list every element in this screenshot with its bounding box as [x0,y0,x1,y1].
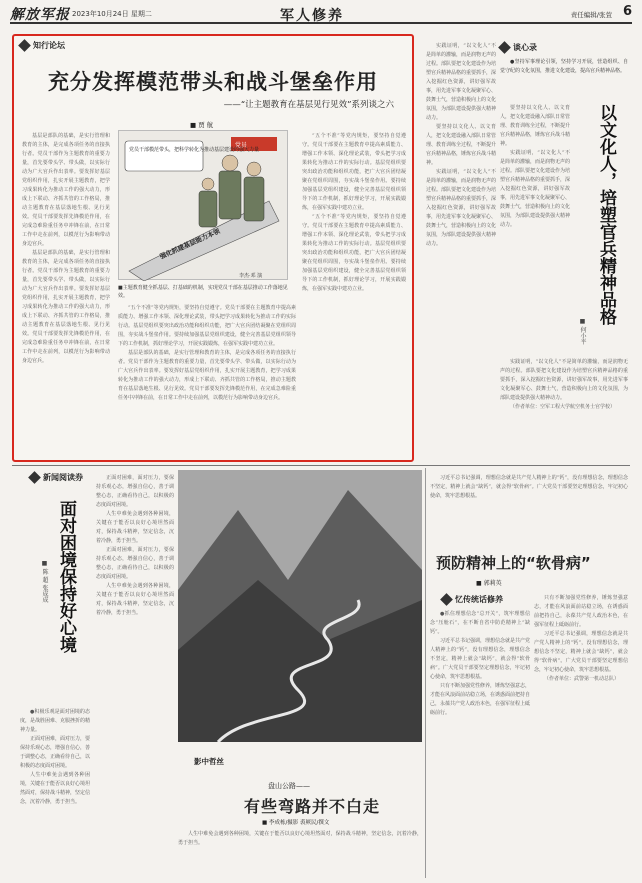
diamond-icon [28,471,41,484]
article-paragraph: 人生中难免会遇到各种困境，关键在于能否以良好心境坦然面对，保持战斗精神，坚定信念，沉着冷静，勇于担当。 [178,831,422,846]
lower-left-text-1 [20,708,90,864]
editor-credit: 责任编辑/张萱 [570,11,612,19]
article-paragraph: “五个不准”等党内规矩，要坚持自觉遵守。党员干部要在主题教育中提高素质能力、增强工作本领、深化理论武装，带头把学习成果转化为推动工作的实际行动。基层党组织要突出政治功能和组织功能，把广大官兵团结凝聚在党组织周围，夯实战斗堡垒作用。要持续加强基层党组织建设，健全完善基层党组织领导下的工作机制，抓好理论学习，开展实践锻炼，在强军实践中建功立业。 [302,133,406,211]
mountain-road-photo [178,470,422,742]
lower-left-byline: ■ 陈 超 张成成 [41,560,48,603]
article-paragraph-repeat: 习近平总书记强调，理想信念就是共产党人精神上的“钙”，没有理想信念，理想信念不坚定，精神上就会“缺钙”，就会得“软骨病”。广大党员干部要坚定理想信念，牢记初心使命，筑牢思想根基。 [534,631,628,673]
article-paragraph-repeat: 要坚持以文化人、以文育人，把文化建设融入部队日常管理、教育训练全过程，不断提升官兵精神品格，锤炼官兵战斗精神。 [426,124,496,166]
article-subtitle: ——“让主题教育在基层见行见效”系列谈之六 [223,100,394,110]
lead-paragraph: ●抓住理想信念“总开关”，筑牢理想信念“压舱石”，在不断自省中防范精神上“缺钙”。 [430,611,530,635]
article-paragraph-repeat: 正面对困难，面对压力，要保持乐观心态，增强自信心，善于调整心态，正确看待自己，以积极的态度面对困境。 [96,547,174,580]
page-number: 6 [622,4,632,19]
right-column-byline: ■ 何小平 [579,318,586,345]
column-tag [20,40,65,51]
article-paragraph: “五个不准”等党内规矩，要坚持自觉遵守。党员干部要在主题教育中提高素质能力、增强工作本领、深化理论武装，带头把学习成果转化为推动工作的实际行动。基层党组织要突出政治功能和组织功能，把广大官兵团结凝聚在党组织周围，夯实战斗堡垒作用。要持续加强基层党组织建设，健全完善基层党组织领导下的工作机制，抓好理论学习，开展实践锻炼，在强军实践中建功立业。 [118,305,296,347]
column-tag [442,594,503,605]
column-tag [500,42,537,53]
photo-title: 有些弯路并不白走 [244,797,381,816]
article-paragraph-repeat: 实践证明，“以文化人”不是简单的灌输，而是润物无声的过程。部队要把文化建设作为培塑官兵精神品格的重要抓手，深入挖掘红色资源，讲好强军故事，用先进军事文化凝聚军心、鼓舞士气，营造积极向上的文化氛围，为部队建设提供强大精神动力。 [426,169,496,247]
article-paragraph: 习近平总书记强调，理想信念就是共产党人精神上的“钙”，没有理想信念，理想信念不坚定，精神上就会“缺钙”，就会得“软骨病”。广大党员干部要坚定理想信念，牢记初心使命，筑牢思想根基。 [430,638,530,680]
diamond-icon [18,39,31,52]
issue-date: 2023年10月24日 星期二 [72,10,152,18]
article-paragraph-repeat: “五个不准”等党内规矩，要坚持自觉遵守。党员干部要在主题教育中提高素质能力、增强工作本领、深化理论武装，带头把学习成果转化为推动工作的实际行动。基层党组织要突出政治功能和组织功能，把广大官兵团结凝聚在党组织周围，夯实战斗堡垒作用。要持续加强基层党组织建设，健全完善基层党组织领导下的工作机制，抓好理论学习，开展实践锻炼，在强军实践中建功立业。 [302,214,406,292]
article-paragraph: 实践证明，“以文化人”不是简单的灌输，而是润物无声的过程。部队要把文化建设作为培塑官兵精神品格的重要抓手，深入挖掘红色资源，讲好强军故事，用先进军事文化凝聚军心、鼓舞士气，营造积极向上的文化氛围，为部队建设提供强大精神动力。 [426,43,496,121]
column-tag-label: 知行论坛 [33,41,65,50]
article-paragraph: 要坚持以文化人、以文育人，把文化建设融入部队日常管理、教育训练全过程，不断提升官兵精神品格，锤炼官兵战斗精神。 [500,105,570,147]
illustration-label: 强化抓建基层能力本领 [158,227,222,261]
article-illustration [118,130,288,280]
lower-right-byline: ■ 郭莉英 [476,580,502,587]
column-divider [425,468,426,878]
featured-article[interactable] [12,34,414,462]
photo-column-tag: 影中哲丝 [194,757,224,766]
article-paragraph: 只有不断加强党性修养，锤炼坚强意志，才能在风浪面前站稳立场，在诱惑面前把持自己，永葆共产党人政治本色，在强军征程上砥砺前行。 [534,595,628,628]
right-column-lead [500,58,628,98]
article-paragraph-repeat: 基层是部队的基础，是实行管理和教育的主体，是完成各项任务的直接执行者。党员干部作为主题教育的重要力量，首先要带头学、带头做，以实际行动为广大官兵作出表率。要发挥好基层党组织作用，扎实开展主题教育，把学习成果转化为推动工作的强大动力，形成上下联动、齐抓共管的工作格局，推动主题教育在基层落地生根、见行见效。党员干部要发挥先锋模范作用，在完成急难险重任务中冲锋在前，在日常工作中走在前列，以模范行为影响带动身边官兵。 [22,250,110,364]
article-paragraph-repeat: 只有不断加强党性修养，锤炼坚强意志，才能在风浪面前站稳立场，在诱惑面前把持自己，永葆共产党人政治本色，在强军征程上砥砺前行。 [430,683,530,716]
article-sign: （作者单位：空军工程大学航空机务士官学校） [510,404,616,410]
article-paragraph: 习近平总书记强调，理想信念就是共产党人精神上的“钙”，没有理想信念，理想信念不坚定，精神上就会“缺钙”，就会得“软骨病”。广大党员干部要坚定理想信念，牢记初心使命，筑牢思想根基。 [430,475,628,499]
article-paragraph-repeat: 人生中难免会遇到各种困境，关键在于能否以良好心境坦然面对，保持战斗精神，坚定信念，沉着冷静，勇于担当。 [96,583,174,616]
lower-right-headline: 预防精神上的“软骨病” [436,554,591,572]
lower-right-text-top [430,474,628,546]
article-paragraph: 正面对困难，面对压力，要保持乐观心态，增强自信心，善于调整心态，正确看待自己，以积极的态度面对困境。 [20,736,90,769]
illustration-sign: 李杰·邓 演 [239,273,263,279]
photo-byline: ■ 李成栋/摄影 裘厥民/撰文 [262,820,330,826]
photo-essay-text [178,830,422,878]
lower-left-text-2 [96,474,174,864]
article-sign: （作者单位：武警第一机动总队） [544,676,620,682]
article-text-middle [118,304,296,450]
lead-paragraph: ●坚持军事理论引领，坚持学习开展，营造组织、自觉守纪的文化氛围，推进文化建设，提高官兵精神品格。 [500,59,628,74]
article-paragraph-repeat: 实践证明，“以文化人”不是简单的灌输，而是润物无声的过程。部队要把文化建设作为培塑官兵精神品格的重要抓手，深入挖掘红色资源，讲好强军故事，用先进军事文化凝聚军心、鼓舞士气，营造积极向上的文化氛围，为部队建设提供强大精神动力。 [500,150,570,228]
section-title: 军人修养 [280,8,344,24]
lead-paragraph: ●积极乐观是面对困境的态度，是战胜困难、克服挫折的精神力量。 [20,709,90,733]
lower-left-headline: 面对困境保持好心境 [56,500,76,653]
article-paragraph-repeat: 人生中难免会遇到各种困境，关键在于能否以良好心境坦然面对，保持战斗精神，坚定信念，沉着冷静，勇于担当。 [20,772,90,805]
right-column-headline: 以文化人，培塑官兵精神品格 [596,104,616,325]
article-paragraph-repeat: 基层是部队的基础，是实行管理和教育的主体，是完成各项任务的直接执行者。党员干部作为主题教育的重要力量，首先要带头学、带头做，以实际行动为广大官兵作出表率。要发挥好基层党组织作用，扎实开展主题教育，把学习成果转化为推动工作的强大动力，形成上下联动、齐抓共管的工作格局，推动主题教育在基层落地生根、见行见效。党员干部要发挥先锋模范作用，在完成急难险重任务中冲锋在前，在日常工作中走在前列，以模范行为影响带动身边官兵。 [118,350,296,401]
column-tag [30,472,83,483]
article-paragraph: 实践证明，“以文化人”不是简单的灌输，而是润物无声的过程。部队要把文化建设作为培塑官兵精神品格的重要抓手，深入挖掘红色资源，讲好强军故事，用先进军事文化凝聚军心、鼓舞士气，营造积极向上的文化氛围，为部队建设提供强大精神动力。 [500,359,628,401]
article-paragraph: 正面对困难，面对压力，要保持乐观心态，增强自信心，善于调整心态，正确看待自己，以积极的态度面对困境。 [96,475,174,508]
article-paragraph-repeat: 人生中难免会遇到各种困境，关键在于能否以良好心境坦然面对，保持战斗精神，坚定信念，沉着冷静，勇于担当。 [96,511,174,544]
soldiers-illustration [119,131,289,281]
svg-text:党员: 党员 [235,142,248,149]
article-paragraph: 基层是部队的基础，是实行管理和教育的主体，是完成各项任务的直接执行者。党员干部作为主题教育的重要力量，首先要带头学、带头做，以实际行动为广大官兵作出表率。要发挥好基层党组织作用，扎实开展主题教育，把学习成果转化为推动工作的强大动力，形成上下联动、齐抓共管的工作格局，推动主题教育在基层落地生根、见行见效。党员干部要发挥先锋模范作用，在完成急难险重任务中冲锋在前，在日常工作中走在前列，以模范行为影响带动身边官兵。 [22,133,110,247]
column-tag-label: 新闻阅读券 [43,473,83,482]
column-tag-label: 谈心录 [513,43,537,52]
illustration-caption: ■主题教育健全抓基层、打基础的机制，实现党员干部在基层推动工作落地见效。 [118,285,288,299]
right-column-text-2 [500,104,570,354]
lower-right-text-1 [430,610,530,860]
article-text-left [22,132,110,450]
diamond-icon [498,41,511,54]
article-title: 充分发挥模范带头和战斗堡垒作用 [48,70,378,94]
photo-subhead: 盘山公路—— [268,782,310,790]
article-text-right [302,132,406,450]
lower-right-text-2 [534,594,628,860]
diamond-icon [440,593,453,606]
newspaper-logo: 解放军报 [10,7,70,23]
masthead-bar [10,4,632,24]
right-column-text-3 [500,358,628,462]
article-byline: ■ 贾 航 [190,121,214,129]
column-tag-label: 忆传统话修养 [455,595,503,604]
mountain-landscape-image [178,470,422,742]
illustration-note: 党员干部模范带头，把科学转化为推动基层建设的强大力量 [129,147,260,153]
right-column-text-1 [426,42,496,462]
section-divider [12,465,630,466]
